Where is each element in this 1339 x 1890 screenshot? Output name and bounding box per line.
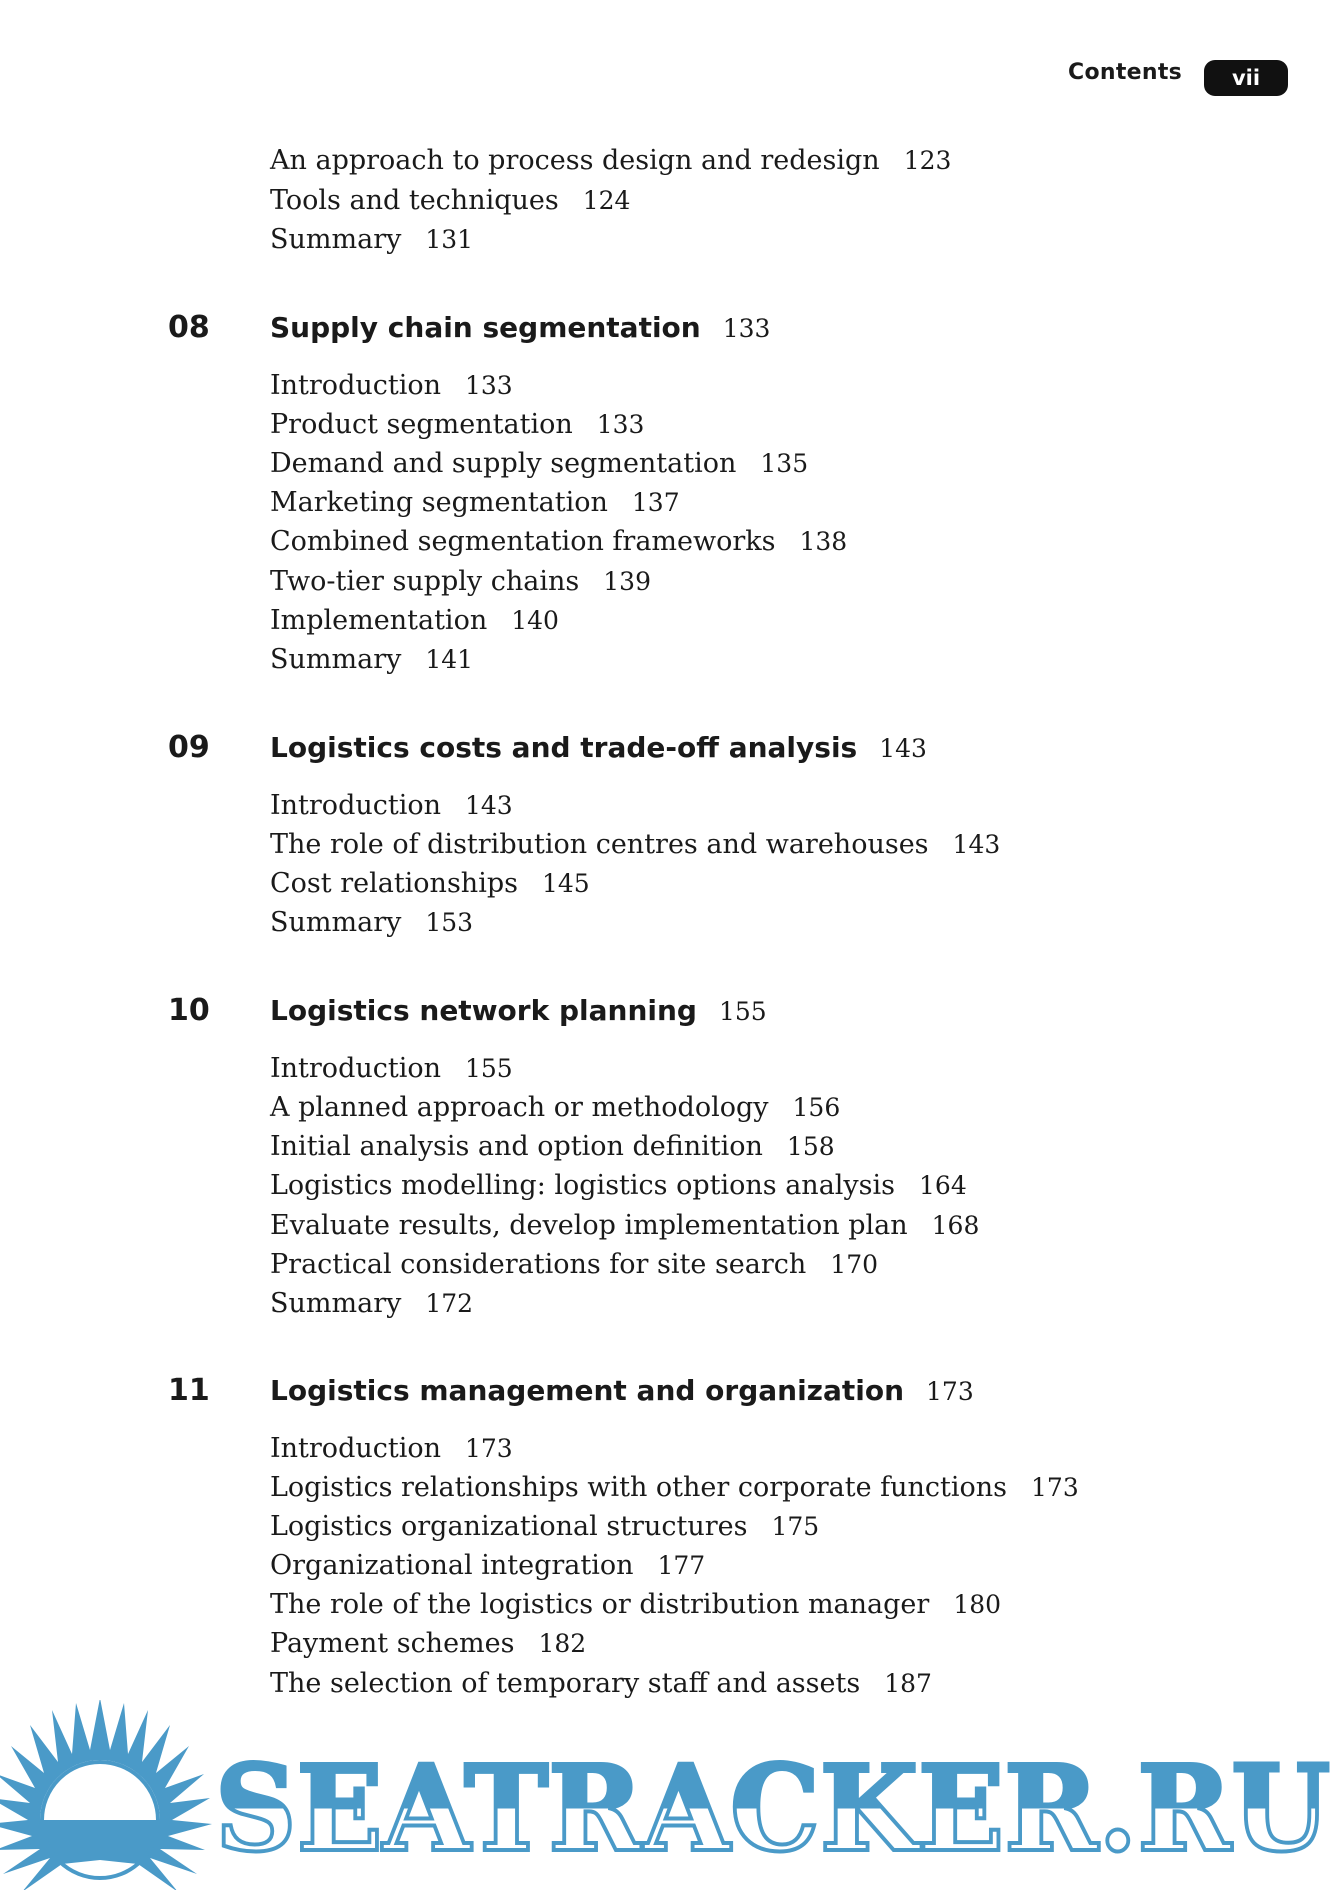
toc-entry-title: Product segmentation bbox=[270, 409, 573, 440]
toc-entry[interactable] bbox=[270, 868, 590, 899]
toc-entry-title: The role of distribution centres and warehouses bbox=[270, 829, 929, 860]
toc-entry-title: The selection of temporary staff and assets bbox=[270, 1668, 861, 1699]
toc-entry-title: Logistics modelling: logistics options analysis bbox=[270, 1170, 896, 1201]
watermark bbox=[0, 1700, 1339, 1890]
toc-entry-title: Initial analysis and option definition bbox=[270, 1131, 763, 1162]
chapter-page: 133 bbox=[722, 314, 771, 343]
chapter-number: 10 bbox=[168, 993, 210, 1028]
toc-entry-title: Implementation bbox=[270, 605, 488, 636]
chapter-title: Supply chain segmentation bbox=[270, 311, 701, 344]
chapter-number: 09 bbox=[168, 730, 210, 765]
toc-entry[interactable] bbox=[270, 644, 473, 675]
toc-entry-title: Summary bbox=[270, 907, 402, 938]
chapter-heading[interactable] bbox=[270, 311, 770, 344]
toc-entry-page: 187 bbox=[884, 1669, 932, 1698]
toc-entry[interactable] bbox=[270, 1472, 1079, 1503]
toc-entry-page: 175 bbox=[771, 1512, 820, 1541]
toc-entry-title: Practical considerations for site search bbox=[270, 1249, 807, 1280]
toc-entry[interactable] bbox=[270, 566, 651, 597]
toc-entry-title: Logistics organizational structures bbox=[270, 1511, 748, 1542]
toc-entry-page: 133 bbox=[596, 410, 645, 439]
toc-entry-title: Marketing segmentation bbox=[270, 487, 608, 518]
toc-entry-title: Payment schemes bbox=[270, 1628, 515, 1659]
chapter-heading[interactable] bbox=[270, 994, 767, 1027]
toc-entry-page: 173 bbox=[1031, 1473, 1079, 1502]
sun-icon bbox=[0, 1700, 212, 1890]
toc-entry-page: 143 bbox=[465, 791, 513, 820]
toc-entry[interactable] bbox=[270, 409, 644, 440]
chapter-page: 173 bbox=[926, 1377, 974, 1406]
toc-entry-page: 138 bbox=[799, 527, 848, 556]
toc-entry[interactable] bbox=[270, 526, 847, 557]
toc-entry[interactable] bbox=[270, 605, 559, 636]
toc-entry-title: Two-tier supply chains bbox=[270, 566, 580, 597]
toc-entry-page: 168 bbox=[931, 1211, 980, 1240]
chapter-title: Logistics costs and trade-off analysis bbox=[270, 731, 858, 764]
toc-entry-page: 180 bbox=[953, 1590, 1002, 1619]
toc-entry[interactable] bbox=[270, 1170, 967, 1201]
toc-entry-title: Cost relationships bbox=[270, 868, 518, 899]
toc-entry[interactable] bbox=[270, 224, 473, 255]
toc-entry[interactable] bbox=[270, 1433, 513, 1464]
toc-entry-title: Introduction bbox=[270, 790, 441, 821]
chapter-heading[interactable] bbox=[270, 731, 927, 764]
toc-entry-title: Organizational integration bbox=[270, 1550, 634, 1581]
toc-entry[interactable] bbox=[270, 1589, 1001, 1620]
toc-entry[interactable] bbox=[270, 448, 808, 479]
toc-entry-page: 182 bbox=[538, 1629, 587, 1658]
toc-entry-page: 124 bbox=[582, 186, 631, 215]
toc-entry[interactable] bbox=[270, 1131, 835, 1162]
toc-entry[interactable] bbox=[270, 487, 680, 518]
toc-entry-title: Summary bbox=[270, 644, 402, 675]
toc-entry-page: 123 bbox=[903, 146, 952, 175]
toc-entry-title: Combined segmentation frameworks bbox=[270, 526, 776, 557]
toc-entry-page: 164 bbox=[919, 1171, 967, 1200]
toc-entry[interactable] bbox=[270, 1249, 878, 1280]
toc-entry[interactable] bbox=[270, 829, 1000, 860]
chapter-number: 08 bbox=[168, 310, 210, 345]
toc-entry[interactable] bbox=[270, 1092, 840, 1123]
toc-entry-title: An approach to process design and redesign bbox=[270, 145, 880, 176]
toc-entry-title: A planned approach or methodology bbox=[270, 1092, 769, 1123]
toc-entry[interactable] bbox=[270, 145, 951, 176]
toc-entry[interactable] bbox=[270, 790, 513, 821]
chapter-number: 11 bbox=[168, 1373, 210, 1408]
toc-entry-title: Summary bbox=[270, 224, 402, 255]
toc-entry-page: 156 bbox=[792, 1093, 841, 1122]
toc-entry[interactable] bbox=[270, 1550, 705, 1581]
toc-entry-page: 153 bbox=[425, 908, 474, 937]
toc-entry-page: 158 bbox=[786, 1132, 835, 1161]
toc-entry[interactable] bbox=[270, 370, 513, 401]
chapter-page: 143 bbox=[879, 734, 927, 763]
toc-entry[interactable] bbox=[270, 1668, 932, 1699]
toc-entry-page: 135 bbox=[760, 449, 809, 478]
toc-entry-page: 170 bbox=[830, 1250, 879, 1279]
watermark-text: SEATRACKER.RU bbox=[215, 1739, 1330, 1878]
toc-entry-page: 177 bbox=[657, 1551, 706, 1580]
toc-entry-title: Introduction bbox=[270, 1053, 441, 1084]
toc-entry-title: Logistics relationships with other corporate functions bbox=[270, 1472, 1008, 1503]
toc-entry[interactable] bbox=[270, 1628, 586, 1659]
toc-entry-page: 131 bbox=[425, 225, 474, 254]
toc-entry-title: The role of the logistics or distribution manager bbox=[270, 1589, 930, 1620]
toc-entry-page: 145 bbox=[541, 869, 590, 898]
toc-entry-title: Summary bbox=[270, 1288, 402, 1319]
page-number-badge: vii bbox=[1204, 60, 1288, 96]
toc-entry-title: Evaluate results, develop implementation plan bbox=[270, 1210, 908, 1241]
toc-entry[interactable] bbox=[270, 1288, 473, 1319]
toc-entry-page: 143 bbox=[952, 830, 1001, 859]
chapter-page: 155 bbox=[718, 997, 767, 1026]
toc-entry[interactable] bbox=[270, 1210, 979, 1241]
toc-entry-page: 139 bbox=[603, 567, 651, 596]
toc-entry-title: Introduction bbox=[270, 1433, 441, 1464]
chapter-heading[interactable] bbox=[270, 1374, 974, 1407]
toc-entry-page: 141 bbox=[425, 645, 474, 674]
toc-entry-title: Tools and techniques bbox=[270, 185, 559, 216]
toc-entry-page: 140 bbox=[511, 606, 559, 635]
toc-entry[interactable] bbox=[270, 185, 630, 216]
toc-entry-page: 133 bbox=[465, 371, 513, 400]
toc-entry-page: 137 bbox=[631, 488, 680, 517]
toc-entry[interactable] bbox=[270, 1511, 819, 1542]
toc-entry-page: 172 bbox=[425, 1289, 474, 1318]
toc-entry[interactable] bbox=[270, 1053, 513, 1084]
toc-entry-page: 155 bbox=[465, 1054, 513, 1083]
toc-entry-title: Introduction bbox=[270, 370, 441, 401]
toc-entry-page: 173 bbox=[465, 1434, 513, 1463]
toc-entry-title: Demand and supply segmentation bbox=[270, 448, 737, 479]
toc-entry[interactable] bbox=[270, 907, 473, 938]
chapter-title: Logistics management and organization bbox=[270, 1374, 905, 1407]
running-head-title: Contents bbox=[1068, 60, 1183, 85]
chapter-title: Logistics network planning bbox=[270, 994, 697, 1027]
